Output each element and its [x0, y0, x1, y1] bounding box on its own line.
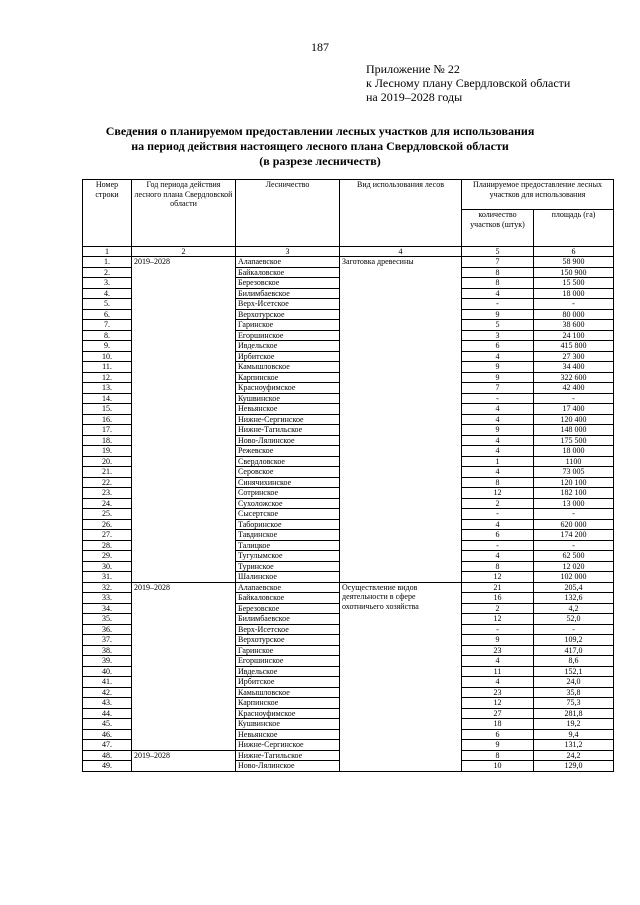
count-cell: 21: [462, 582, 534, 593]
area-cell: 34 400: [534, 362, 614, 373]
forestry-cell: Нижне-Сергинское: [236, 740, 340, 751]
row-number-cell: 19.: [83, 446, 132, 457]
count-cell: 6: [462, 729, 534, 740]
count-cell: -: [462, 540, 534, 551]
count-cell: 4: [462, 288, 534, 299]
row-number-cell: 37.: [83, 635, 132, 646]
count-cell: 2: [462, 498, 534, 509]
title-line-2: на период действия настоящего лесного плана Свердловской области: [131, 139, 509, 153]
header-use-type: Вид использования лесов: [340, 180, 462, 247]
forestry-cell: Алапаевское: [236, 257, 340, 268]
count-cell: 7: [462, 383, 534, 394]
count-cell: 3: [462, 330, 534, 341]
forestry-cell: Гаринское: [236, 320, 340, 331]
table-row: [83, 582, 614, 593]
column-numbers-row: [83, 247, 614, 257]
row-number-cell: 39.: [83, 656, 132, 667]
row-number-cell: 9.: [83, 341, 132, 352]
area-cell: 75,3: [534, 698, 614, 709]
count-cell: 7: [462, 257, 534, 268]
row-number-cell: 28.: [83, 540, 132, 551]
count-cell: -: [462, 299, 534, 310]
forestry-cell: Верхотурское: [236, 309, 340, 320]
header-forestry: Лесничество: [236, 180, 340, 247]
count-cell: 8: [462, 278, 534, 289]
count-cell: 5: [462, 320, 534, 331]
count-cell: 9: [462, 425, 534, 436]
count-cell: 12: [462, 488, 534, 499]
count-cell: 10: [462, 761, 534, 772]
area-cell: 132,6: [534, 593, 614, 604]
row-number-cell: 12.: [83, 372, 132, 383]
area-cell: 175 500: [534, 435, 614, 446]
row-number-cell: 48.: [83, 750, 132, 761]
row-number-cell: 24.: [83, 498, 132, 509]
row-number-cell: 38.: [83, 645, 132, 656]
area-cell: 182 100: [534, 488, 614, 499]
area-cell: 24,2: [534, 750, 614, 761]
count-cell: 4: [462, 414, 534, 425]
forestry-cell: Егоршинское: [236, 656, 340, 667]
period-cell: 2019–2028: [132, 582, 236, 750]
appendix-line-3: на 2019–2028 годы: [366, 90, 463, 104]
count-cell: 4: [462, 677, 534, 688]
column-number: 2: [132, 247, 236, 257]
row-number-cell: 21.: [83, 467, 132, 478]
row-number-cell: 27.: [83, 530, 132, 541]
forestry-cell: Таборинское: [236, 519, 340, 530]
forestry-cell: Ирбитское: [236, 351, 340, 362]
count-cell: 8: [462, 750, 534, 761]
count-cell: 4: [462, 551, 534, 562]
row-number-cell: 2.: [83, 267, 132, 278]
row-number-cell: 33.: [83, 593, 132, 604]
area-cell: 18 000: [534, 446, 614, 457]
forestry-cell: Серовское: [236, 467, 340, 478]
header-row-number: Номер строки: [83, 180, 132, 247]
row-number-cell: 49.: [83, 761, 132, 772]
forestry-cell: Нижне-Сергинское: [236, 414, 340, 425]
forestry-cell: Березовское: [236, 278, 340, 289]
forestry-cell: Гаринское: [236, 645, 340, 656]
area-cell: 129,0: [534, 761, 614, 772]
forestry-cell: Билимбаевское: [236, 614, 340, 625]
forestry-cell: Егоршинское: [236, 330, 340, 341]
row-number-cell: 42.: [83, 687, 132, 698]
count-cell: 4: [462, 404, 534, 415]
row-number-cell: 36.: [83, 624, 132, 635]
area-cell: 174 200: [534, 530, 614, 541]
count-cell: 18: [462, 719, 534, 730]
area-cell: 12 020: [534, 561, 614, 572]
forestry-cell: Верх-Исетское: [236, 624, 340, 635]
area-cell: 18 000: [534, 288, 614, 299]
area-cell: 24,0: [534, 677, 614, 688]
area-cell: 148 000: [534, 425, 614, 436]
count-cell: 4: [462, 467, 534, 478]
count-cell: 12: [462, 572, 534, 583]
forestry-cell: Камышловское: [236, 362, 340, 373]
count-cell: -: [462, 509, 534, 520]
row-number-cell: 29.: [83, 551, 132, 562]
column-number: 5: [462, 247, 534, 257]
area-cell: 35,8: [534, 687, 614, 698]
count-cell: 4: [462, 435, 534, 446]
forestry-cell: Билимбаевское: [236, 288, 340, 299]
row-number-cell: 4.: [83, 288, 132, 299]
row-number-cell: 23.: [83, 488, 132, 499]
row-number-cell: 17.: [83, 425, 132, 436]
row-number-cell: 7.: [83, 320, 132, 331]
row-number-cell: 47.: [83, 740, 132, 751]
forestry-cell: Сухоложское: [236, 498, 340, 509]
row-number-cell: 41.: [83, 677, 132, 688]
row-number-cell: 43.: [83, 698, 132, 709]
forestry-cell: Алапаевское: [236, 582, 340, 593]
area-cell: 281,8: [534, 708, 614, 719]
area-cell: -: [534, 393, 614, 404]
count-cell: 9: [462, 635, 534, 646]
area-cell: 52,0: [534, 614, 614, 625]
row-number-cell: 15.: [83, 404, 132, 415]
area-cell: 80 000: [534, 309, 614, 320]
count-cell: 6: [462, 530, 534, 541]
count-cell: 12: [462, 614, 534, 625]
count-cell: 16: [462, 593, 534, 604]
count-cell: 6: [462, 341, 534, 352]
forestry-cell: Березовское: [236, 603, 340, 614]
count-cell: 4: [462, 519, 534, 530]
row-number-cell: 22.: [83, 477, 132, 488]
forestry-cell: Камышловское: [236, 687, 340, 698]
forestry-cell: Ивдельское: [236, 341, 340, 352]
forestry-cell: Невьянское: [236, 404, 340, 415]
forestry-cell: Нижне-Тагильское: [236, 750, 340, 761]
forestry-cell: Сысертское: [236, 509, 340, 520]
row-number-cell: 1.: [83, 257, 132, 268]
area-cell: 131,2: [534, 740, 614, 751]
forestry-cell: Сотринское: [236, 488, 340, 499]
count-cell: 8: [462, 267, 534, 278]
forestry-cell: Тавдинское: [236, 530, 340, 541]
area-cell: 322 600: [534, 372, 614, 383]
forestry-cell: Ново-Лялинское: [236, 761, 340, 772]
row-number-cell: 46.: [83, 729, 132, 740]
forestry-cell: Тугулымское: [236, 551, 340, 562]
area-cell: 120 400: [534, 414, 614, 425]
count-cell: 4: [462, 351, 534, 362]
count-cell: 9: [462, 309, 534, 320]
row-number-cell: 31.: [83, 572, 132, 583]
forestry-cell: Верх-Исетское: [236, 299, 340, 310]
row-number-cell: 35.: [83, 614, 132, 625]
area-cell: 152,1: [534, 666, 614, 677]
forestry-cell: Режевское: [236, 446, 340, 457]
forestry-cell: Кушвинское: [236, 719, 340, 730]
row-number-cell: 14.: [83, 393, 132, 404]
area-cell: 15 500: [534, 278, 614, 289]
column-number: 1: [83, 247, 132, 257]
area-cell: 417,0: [534, 645, 614, 656]
count-cell: 27: [462, 708, 534, 719]
area-cell: 38 600: [534, 320, 614, 331]
row-number-cell: 16.: [83, 414, 132, 425]
forestry-cell: Синячихинское: [236, 477, 340, 488]
count-cell: 8: [462, 561, 534, 572]
table-row: [83, 257, 614, 268]
forestry-cell: Туринское: [236, 561, 340, 572]
count-cell: 9: [462, 362, 534, 373]
column-number: 3: [236, 247, 340, 257]
title-line-1: Сведения о планируемом предоставлении лесных участков для использования: [105, 124, 535, 138]
row-number-cell: 30.: [83, 561, 132, 572]
area-cell: 73 005: [534, 467, 614, 478]
row-number-cell: 5.: [83, 299, 132, 310]
count-cell: 9: [462, 740, 534, 751]
area-cell: 205,4: [534, 582, 614, 593]
count-cell: 23: [462, 687, 534, 698]
row-number-cell: 11.: [83, 362, 132, 373]
forestry-cell: Талицкое: [236, 540, 340, 551]
header-planned: Планируемое предоставление лесных участков для использования: [462, 180, 614, 210]
area-cell: 42 400: [534, 383, 614, 394]
period-cell: 2019–2028: [132, 750, 236, 771]
area-cell: 19,2: [534, 719, 614, 730]
area-cell: 8,6: [534, 656, 614, 667]
allocation-table: [82, 179, 614, 772]
area-cell: 9,4: [534, 729, 614, 740]
area-cell: 102 000: [534, 572, 614, 583]
row-number-cell: 13.: [83, 383, 132, 394]
row-number-cell: 40.: [83, 666, 132, 677]
use-type-cell: Заготовка древесины: [340, 257, 462, 583]
area-cell: -: [534, 540, 614, 551]
title-line-3: (в разрезе лесничеств): [259, 154, 381, 168]
forestry-cell: Невьянское: [236, 729, 340, 740]
forestry-cell: Нижне-Тагильское: [236, 425, 340, 436]
row-number-cell: 25.: [83, 509, 132, 520]
area-cell: 120 100: [534, 477, 614, 488]
period-cell: 2019–2028: [132, 257, 236, 583]
area-cell: -: [534, 509, 614, 520]
header-period: Год периода действия лесного плана Свердловской области: [132, 180, 236, 247]
area-cell: -: [534, 299, 614, 310]
count-cell: -: [462, 393, 534, 404]
forestry-cell: Кушвинское: [236, 393, 340, 404]
row-number-cell: 45.: [83, 719, 132, 730]
count-cell: 8: [462, 477, 534, 488]
use-type-cell: Осуществление видов деятельности в сфере охотничьего хозяйства: [340, 582, 462, 771]
row-number-cell: 44.: [83, 708, 132, 719]
row-number-cell: 6.: [83, 309, 132, 320]
count-cell: 4: [462, 446, 534, 457]
area-cell: 24 100: [534, 330, 614, 341]
header-count: количество участков (штук): [462, 210, 534, 247]
row-number-cell: 34.: [83, 603, 132, 614]
area-cell: 109,2: [534, 635, 614, 646]
row-number-cell: 3.: [83, 278, 132, 289]
area-cell: 4,2: [534, 603, 614, 614]
forestry-cell: Красноуфимское: [236, 383, 340, 394]
area-cell: 13 000: [534, 498, 614, 509]
forestry-cell: Байкаловское: [236, 593, 340, 604]
forestry-cell: Шалинское: [236, 572, 340, 583]
area-cell: 27 300: [534, 351, 614, 362]
header-area: площадь (га): [534, 210, 614, 247]
row-number-cell: 8.: [83, 330, 132, 341]
area-cell: 58 900: [534, 257, 614, 268]
forestry-cell: Красноуфимское: [236, 708, 340, 719]
forestry-cell: Ивдельское: [236, 666, 340, 677]
column-number: 4: [340, 247, 462, 257]
appendix-line-1: Приложение № 22: [366, 62, 460, 76]
page-number: 187: [311, 40, 329, 54]
row-number-cell: 32.: [83, 582, 132, 593]
forestry-cell: Карпинское: [236, 698, 340, 709]
count-cell: 11: [462, 666, 534, 677]
count-cell: -: [462, 624, 534, 635]
forestry-cell: Ново-Лялинское: [236, 435, 340, 446]
area-cell: 62 500: [534, 551, 614, 562]
count-cell: 1: [462, 456, 534, 467]
row-number-cell: 18.: [83, 435, 132, 446]
row-number-cell: 26.: [83, 519, 132, 530]
forestry-cell: Верхотурское: [236, 635, 340, 646]
count-cell: 2: [462, 603, 534, 614]
area-cell: 17 400: [534, 404, 614, 415]
count-cell: 4: [462, 656, 534, 667]
appendix-block: [366, 62, 570, 104]
count-cell: 12: [462, 698, 534, 709]
forestry-cell: Карпинское: [236, 372, 340, 383]
row-number-cell: 10.: [83, 351, 132, 362]
row-number-cell: 20.: [83, 456, 132, 467]
column-number: 6: [534, 247, 614, 257]
forestry-cell: Свердловское: [236, 456, 340, 467]
forestry-cell: Ирбитское: [236, 677, 340, 688]
area-cell: -: [534, 624, 614, 635]
forestry-cell: Байкаловское: [236, 267, 340, 278]
area-cell: 150 900: [534, 267, 614, 278]
count-cell: 23: [462, 645, 534, 656]
area-cell: 1100: [534, 456, 614, 467]
area-cell: 415 800: [534, 341, 614, 352]
document-title: [60, 124, 580, 169]
area-cell: 620 000: [534, 519, 614, 530]
appendix-line-2: к Лесному плану Свердловской области: [366, 76, 571, 90]
count-cell: 9: [462, 372, 534, 383]
